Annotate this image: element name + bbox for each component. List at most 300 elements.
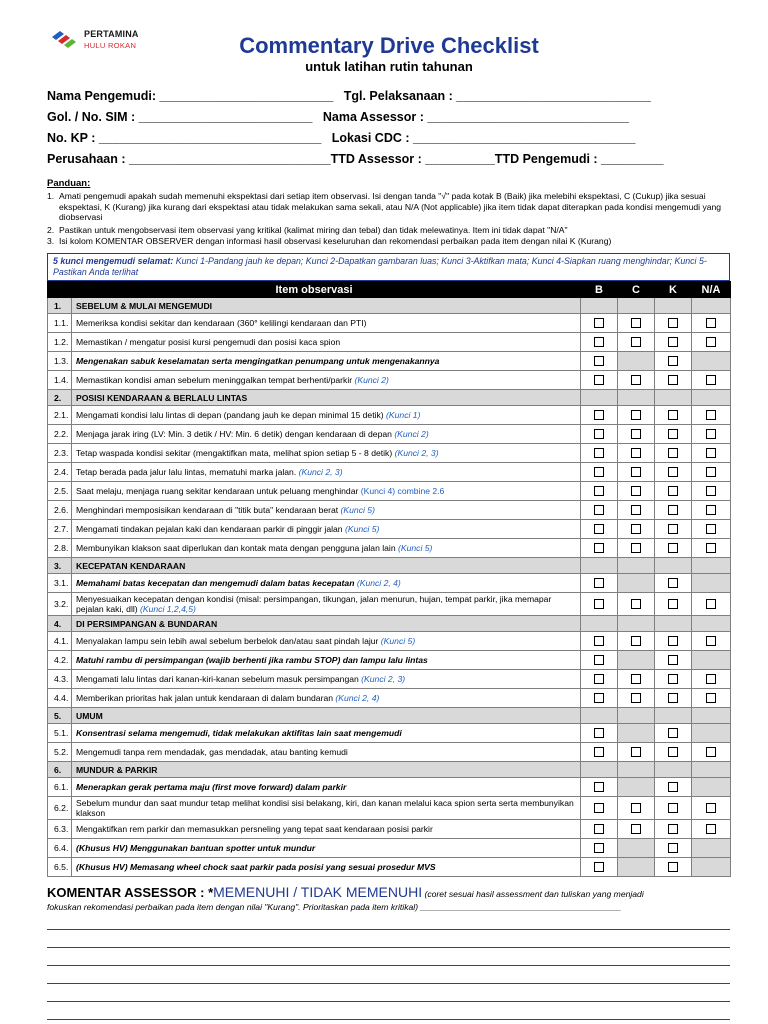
rating-cell-k (655, 539, 692, 558)
item-description: Menghindari memposisikan kendaraan di "titik buta" kendaraan berat (76, 505, 341, 515)
comment-line[interactable] (47, 1001, 730, 1002)
item-text (72, 333, 581, 352)
rating-cell-k (655, 333, 692, 352)
rating-checkbox-b[interactable] (594, 843, 604, 853)
rating-checkbox-k[interactable] (668, 578, 678, 588)
rating-cell-c (618, 463, 655, 482)
comment-note: (coret sesuai hasil assessment dan tuliskan yang menjadi (422, 889, 644, 899)
rating-checkbox-c[interactable] (631, 375, 641, 385)
rating-cell-k (655, 724, 692, 743)
rating-cell-k (655, 593, 692, 616)
rating-checkbox-c[interactable] (631, 674, 641, 684)
safe-key-reference: (Kunci 5) (344, 524, 380, 534)
rating-checkbox-k[interactable] (668, 803, 678, 813)
table-row (48, 778, 731, 797)
rating-cell-b (581, 406, 618, 425)
rating-checkbox-b[interactable] (594, 636, 604, 646)
rating-cell-b (581, 632, 618, 651)
rating-checkbox-b[interactable] (594, 375, 604, 385)
rating-cell-c (618, 670, 655, 689)
safe-key-reference: (Kunci 5) (340, 505, 375, 515)
item-number: 2.5. (48, 482, 72, 501)
rating-cell-b (581, 797, 618, 820)
rating-checkbox-b[interactable] (594, 674, 604, 684)
field-row-2[interactable]: Gol. / No. SIM : _________________________ Nama Assessor : _____________________________ (47, 110, 629, 124)
rating-cell-b (581, 314, 618, 333)
guidance-number: 1. (47, 191, 55, 201)
rating-cell-b (581, 724, 618, 743)
item-text (72, 724, 581, 743)
rating-cell-c (618, 689, 655, 708)
item-description: Memberikan prioritas hak jalan untuk kendaraan di dalam bundaran (76, 693, 336, 703)
item-number: 4.4. (48, 689, 72, 708)
rating-cell-b (581, 539, 618, 558)
rating-checkbox-k[interactable] (668, 505, 678, 515)
section-title: SEBELUM & MULAI MENGEMUDI (72, 298, 581, 314)
rating-checkbox-c[interactable] (631, 505, 641, 515)
rating-cell-k (655, 689, 692, 708)
rating-cell-k (655, 444, 692, 463)
table-row (48, 574, 731, 593)
section-filler (692, 558, 731, 574)
rating-cell-c (618, 371, 655, 390)
rating-checkbox-k[interactable] (668, 674, 678, 684)
rating-checkbox-na[interactable] (706, 448, 716, 458)
item-number: 3.2. (48, 593, 72, 616)
rating-cell-c (618, 352, 655, 371)
item-number: 4.1. (48, 632, 72, 651)
item-text (72, 425, 581, 444)
rating-checkbox-b[interactable] (594, 728, 604, 738)
rating-cell-na (692, 333, 731, 352)
section-row (48, 298, 731, 314)
item-text (72, 858, 581, 877)
rating-checkbox-b[interactable] (594, 318, 604, 328)
header-b: B (581, 282, 618, 298)
rating-checkbox-na[interactable] (706, 505, 716, 515)
rating-checkbox-k[interactable] (668, 486, 678, 496)
rating-checkbox-c[interactable] (631, 636, 641, 646)
rating-cell-c (618, 333, 655, 352)
safe-driving-keys-box (47, 253, 730, 281)
item-number: 6.2. (48, 797, 72, 820)
section-row (48, 616, 731, 632)
item-number: 6.4. (48, 839, 72, 858)
rating-cell-na (692, 574, 731, 593)
section-filler (655, 616, 692, 632)
item-description: Memeriksa kondisi sekitar dan kendaraan (360° kelilingi kendaraan dan PTI) (76, 318, 367, 328)
item-description: Mengaktifkan rem parkir dan memasukkan persneling yang tepat saat kendaraan posisi parkir (76, 824, 433, 834)
rating-checkbox-na[interactable] (706, 543, 716, 553)
rating-checkbox-k[interactable] (668, 693, 678, 703)
rating-cell-c (618, 574, 655, 593)
rating-cell-na (692, 689, 731, 708)
rating-checkbox-na[interactable] (706, 375, 716, 385)
table-row (48, 520, 731, 539)
rating-checkbox-b[interactable] (594, 486, 604, 496)
section-filler (581, 298, 618, 314)
rating-checkbox-k[interactable] (668, 862, 678, 872)
section-title: POSISI KENDARAAN & BERLALU LINTAS (72, 390, 581, 406)
rating-checkbox-b[interactable] (594, 410, 604, 420)
item-text (72, 743, 581, 762)
rating-checkbox-b[interactable] (594, 356, 604, 366)
section-filler (618, 558, 655, 574)
rating-cell-na (692, 314, 731, 333)
rating-checkbox-b[interactable] (594, 599, 604, 609)
rating-cell-k (655, 858, 692, 877)
rating-cell-b (581, 352, 618, 371)
rating-checkbox-c[interactable] (631, 824, 641, 834)
section-row (48, 708, 731, 724)
item-text (72, 482, 581, 501)
section-number: 1. (48, 298, 72, 314)
rating-cell-c (618, 778, 655, 797)
section-title: DI PERSIMPANGAN & BUNDARAN (72, 616, 581, 632)
safe-key-reference: (Kunci 2, 4) (356, 578, 401, 588)
table-row (48, 820, 731, 839)
rating-cell-b (581, 651, 618, 670)
rating-checkbox-c[interactable] (631, 467, 641, 477)
item-description: Memastikan / mengatur posisi kursi pengemudi dan posisi kaca spion (76, 337, 341, 347)
item-number: 3.1. (48, 574, 72, 593)
comment-instructions: fokuskan rekomendasi perbaikan pada item dengan nilai "Kurang". Prioritaskan pada item kritikal) __________________________________________ (47, 902, 622, 912)
rating-checkbox-k[interactable] (668, 356, 678, 366)
rating-checkbox-k[interactable] (668, 599, 678, 609)
rating-cell-c (618, 858, 655, 877)
rating-cell-c (618, 797, 655, 820)
item-text (72, 670, 581, 689)
rating-checkbox-b[interactable] (594, 747, 604, 757)
item-number: 2.4. (48, 463, 72, 482)
rating-cell-c (618, 425, 655, 444)
rating-cell-na (692, 371, 731, 390)
guidance-number: 2. (47, 225, 55, 235)
item-text (72, 778, 581, 797)
rating-cell-k (655, 778, 692, 797)
guidance-text: Amati pengemudi apakah sudah memenuhi ekspektasi dari setiap item observasi. Isi dengan tanda "√" pada kotak B (Baik) jika melebihi ekspektasi, C (Cukup) jika sesuai ekspektasi, K (Kurang) jika kurang dari ekspektasi atau tidak melakukan sama sekali, atau N/A (Not applicable) jika item tidak dapat diterapkan pada kondisi mengemudi yang diobservasi (59, 191, 722, 222)
rating-cell-c (618, 743, 655, 762)
item-description: Matuhi rambu di persimpangan (wajib berhenti jika rambu STOP) dan lampu lalu lintas (76, 655, 428, 665)
item-text (72, 820, 581, 839)
item-text (72, 632, 581, 651)
rating-checkbox-na[interactable] (706, 599, 716, 609)
item-number: 2.1. (48, 406, 72, 425)
comment-line[interactable] (47, 929, 730, 930)
rating-cell-k (655, 670, 692, 689)
table-row (48, 501, 731, 520)
item-description: Menerapkan gerak pertama maju (first move forward) dalam parkir (76, 782, 347, 792)
rating-checkbox-b[interactable] (594, 782, 604, 792)
rating-checkbox-na[interactable] (706, 803, 716, 813)
rating-checkbox-k[interactable] (668, 318, 678, 328)
table-row (48, 425, 731, 444)
item-text (72, 352, 581, 371)
section-filler (581, 616, 618, 632)
item-number: 5.1. (48, 724, 72, 743)
rating-checkbox-b[interactable] (594, 693, 604, 703)
rating-checkbox-k[interactable] (668, 728, 678, 738)
rating-cell-na (692, 593, 731, 616)
rating-checkbox-k[interactable] (668, 843, 678, 853)
rating-checkbox-k[interactable] (668, 824, 678, 834)
rating-cell-c (618, 593, 655, 616)
rating-checkbox-na[interactable] (706, 693, 716, 703)
section-row (48, 558, 731, 574)
item-text (72, 839, 581, 858)
safe-key-reference: (Kunci 2, 4) (335, 693, 380, 703)
table-row (48, 632, 731, 651)
section-filler (692, 298, 731, 314)
rating-checkbox-b[interactable] (594, 578, 604, 588)
rating-checkbox-k[interactable] (668, 524, 678, 534)
rating-checkbox-k[interactable] (668, 655, 678, 665)
rating-checkbox-b[interactable] (594, 505, 604, 515)
item-description: Membunyikan klakson saat diperlukan dan kontak mata dengan pengguna jalan lain (76, 543, 399, 553)
rating-checkbox-b[interactable] (594, 543, 604, 553)
safe-key-reference: (Kunci 5) (398, 543, 433, 553)
table-row (48, 444, 731, 463)
rating-checkbox-k[interactable] (668, 337, 678, 347)
section-number: 6. (48, 762, 72, 778)
rating-checkbox-c[interactable] (631, 747, 641, 757)
section-number: 3. (48, 558, 72, 574)
safe-key-reference: (Kunci 2, 3) (361, 674, 406, 684)
rating-checkbox-k[interactable] (668, 429, 678, 439)
section-filler (581, 390, 618, 406)
rating-checkbox-na[interactable] (706, 410, 716, 420)
field-row-4[interactable]: Perusahaan : _____________________________TTD Assessor : __________TTD Pengemudi : _________ (47, 152, 664, 166)
guidance-item-3 (47, 236, 732, 247)
rating-cell-c (618, 406, 655, 425)
item-number: 4.2. (48, 651, 72, 670)
table-row (48, 352, 731, 371)
rating-cell-k (655, 463, 692, 482)
comment-line[interactable] (47, 965, 730, 966)
rating-checkbox-b[interactable] (594, 524, 604, 534)
guidance-item-2 (47, 225, 732, 236)
rating-cell-na (692, 539, 731, 558)
item-number: 1.3. (48, 352, 72, 371)
rating-checkbox-b[interactable] (594, 467, 604, 477)
rating-checkbox-k[interactable] (668, 543, 678, 553)
rating-checkbox-k[interactable] (668, 448, 678, 458)
header-k: K (655, 282, 692, 298)
rating-cell-na (692, 651, 731, 670)
rating-checkbox-k[interactable] (668, 747, 678, 757)
rating-cell-na (692, 352, 731, 371)
rating-checkbox-b[interactable] (594, 337, 604, 347)
item-number: 6.5. (48, 858, 72, 877)
item-description: Menjaga jarak iring (LV: Min. 3 detik / HV: Min. 6 detik) dengan kendaraan di depan (76, 429, 395, 439)
comment-choice[interactable]: MEMENUHI / TIDAK MEMENUHI (213, 884, 423, 900)
comment-head: KOMENTAR ASSESSOR : * (47, 885, 214, 900)
safe-key-reference: (Kunci 2) (394, 429, 429, 439)
rating-checkbox-c[interactable] (631, 318, 641, 328)
rating-cell-b (581, 333, 618, 352)
comment-line[interactable] (47, 983, 730, 984)
rating-checkbox-na[interactable] (706, 337, 716, 347)
item-description: Mengamati tindakan pejalan kaki dan kendaraan parkir di pinggir jalan (76, 524, 345, 534)
rating-cell-b (581, 743, 618, 762)
observation-table (47, 281, 731, 877)
rating-cell-c (618, 724, 655, 743)
rating-cell-c (618, 501, 655, 520)
rating-cell-b (581, 778, 618, 797)
item-description: Tetap waspada kondisi sekitar (mengaktifkan mata, melihat spion setiap 5 - 8 detik) (76, 448, 395, 458)
rating-cell-b (581, 371, 618, 390)
item-text (72, 574, 581, 593)
rating-cell-na (692, 406, 731, 425)
rating-checkbox-k[interactable] (668, 375, 678, 385)
field-row-1[interactable]: Nama Pengemudi: _________________________ Tgl. Pelaksanaan : ____________________________ (47, 89, 651, 103)
rating-cell-na (692, 670, 731, 689)
comment-line[interactable] (47, 1019, 730, 1020)
item-description: Mengamati kondisi lalu lintas di depan (pandang jauh ke depan minimal 15 detik) (76, 410, 387, 420)
item-description: (Khusus HV) Menggunakan bantuan spotter untuk mundur (76, 843, 316, 853)
item-number: 5.2. (48, 743, 72, 762)
table-row (48, 689, 731, 708)
assessor-comment-heading (47, 884, 644, 900)
item-number: 1.4. (48, 371, 72, 390)
rating-checkbox-c[interactable] (631, 599, 641, 609)
rating-checkbox-b[interactable] (594, 824, 604, 834)
item-description: Mengenakan sabuk keselamatan serta mengingatkan penumpang untuk mengenakannya (76, 356, 440, 366)
rating-checkbox-c[interactable] (631, 337, 641, 347)
rating-cell-b (581, 689, 618, 708)
rating-checkbox-na[interactable] (706, 747, 716, 757)
table-row (48, 839, 731, 858)
rating-cell-b (581, 593, 618, 616)
rating-cell-c (618, 839, 655, 858)
rating-checkbox-na[interactable] (706, 524, 716, 534)
rating-cell-na (692, 820, 731, 839)
rating-cell-b (581, 425, 618, 444)
item-number: 2.3. (48, 444, 72, 463)
item-description: Mengemudi tanpa rem mendadak, gas mendadak, atau banting kemudi (76, 747, 348, 757)
item-text (72, 797, 581, 820)
rating-checkbox-b[interactable] (594, 862, 604, 872)
rating-cell-c (618, 539, 655, 558)
safe-key-reference: (Kunci 2) (354, 375, 389, 385)
rating-checkbox-k[interactable] (668, 467, 678, 477)
header-c: C (618, 282, 655, 298)
item-description: Menyalakan lampu sein lebih awal sebelum berbelok dan/atau saat pindah lajur (76, 636, 381, 646)
item-description: Konsentrasi selama mengemudi, tidak melakukan aktifitas lain saat mengemudi (76, 728, 402, 738)
item-description: Memahami batas kecepatan dan mengemudi dalam batas kecepatan (76, 578, 357, 588)
rating-cell-k (655, 482, 692, 501)
item-text (72, 501, 581, 520)
rating-cell-b (581, 670, 618, 689)
item-number: 2.2. (48, 425, 72, 444)
section-title: MUNDUR & PARKIR (72, 762, 581, 778)
item-number: 2.6. (48, 501, 72, 520)
rating-cell-na (692, 743, 731, 762)
rating-cell-k (655, 651, 692, 670)
rating-checkbox-c[interactable] (631, 486, 641, 496)
rating-cell-na (692, 520, 731, 539)
rating-checkbox-na[interactable] (706, 318, 716, 328)
rating-cell-k (655, 743, 692, 762)
rating-cell-na (692, 463, 731, 482)
section-filler (581, 558, 618, 574)
rating-checkbox-k[interactable] (668, 410, 678, 420)
rating-checkbox-k[interactable] (668, 782, 678, 792)
rating-checkbox-na[interactable] (706, 674, 716, 684)
section-filler (618, 298, 655, 314)
comment-line[interactable] (47, 947, 730, 948)
rating-checkbox-na[interactable] (706, 636, 716, 646)
rating-cell-c (618, 444, 655, 463)
section-filler (655, 708, 692, 724)
rating-checkbox-b[interactable] (594, 429, 604, 439)
section-filler (655, 558, 692, 574)
table-row (48, 593, 731, 616)
rating-checkbox-na[interactable] (706, 429, 716, 439)
safe-key-reference: (Kunci 4) combine 2.6 (360, 486, 445, 496)
logo-subtitle: HULU ROKAN (84, 41, 137, 50)
rating-checkbox-c[interactable] (631, 693, 641, 703)
rating-checkbox-c[interactable] (631, 543, 641, 553)
rating-cell-k (655, 839, 692, 858)
safe-key-reference: (Kunci 1) (386, 410, 421, 420)
field-row-3[interactable]: No. KP : ________________________________ Lokasi CDC : ________________________________ (47, 131, 636, 145)
rating-checkbox-na[interactable] (706, 467, 716, 477)
rating-checkbox-na[interactable] (706, 824, 716, 834)
rating-checkbox-c[interactable] (631, 803, 641, 813)
section-number: 5. (48, 708, 72, 724)
rating-cell-b (581, 444, 618, 463)
rating-checkbox-c[interactable] (631, 429, 641, 439)
rating-checkbox-c[interactable] (631, 448, 641, 458)
rating-cell-k (655, 574, 692, 593)
rating-checkbox-b[interactable] (594, 448, 604, 458)
item-description: Memastikan kondisi aman sebelum meninggalkan tempat berhenti/parkir (76, 375, 355, 385)
rating-checkbox-k[interactable] (668, 636, 678, 646)
rating-cell-k (655, 632, 692, 651)
table-row (48, 406, 731, 425)
rating-cell-na (692, 724, 731, 743)
rating-cell-k (655, 425, 692, 444)
guidance-text: Pastikan untuk mengobservasi item observasi yang kritikal (kalimat miring dan tebal) dan tidak melewatinya. Item ini tidak dapat "N/A" (59, 225, 568, 235)
item-text (72, 539, 581, 558)
item-description: Tetap berada pada jalur lalu lintas, mematuhi marka jalan. (76, 467, 299, 477)
rating-checkbox-c[interactable] (631, 524, 641, 534)
item-text (72, 406, 581, 425)
item-description: (Khusus HV) Memasang wheel chock saat parkir pada posisi yang sesuai prosedur MVS (76, 862, 436, 872)
item-text (72, 314, 581, 333)
rating-checkbox-b[interactable] (594, 803, 604, 813)
table-row (48, 797, 731, 820)
item-description: Saat melaju, menjaga ruang sekitar kendaraan untuk peluang menghindar (76, 486, 361, 496)
rating-cell-k (655, 520, 692, 539)
safe-key-reference: (Kunci 1,2,4,5) (140, 604, 196, 614)
item-number: 6.3. (48, 820, 72, 839)
guidance-number: 3. (47, 236, 55, 246)
table-row (48, 463, 731, 482)
table-row (48, 482, 731, 501)
table-row (48, 724, 731, 743)
table-row (48, 333, 731, 352)
rating-checkbox-b[interactable] (594, 655, 604, 665)
rating-cell-b (581, 574, 618, 593)
rating-checkbox-na[interactable] (706, 486, 716, 496)
rating-checkbox-c[interactable] (631, 410, 641, 420)
logo-name: PERTAMINA (84, 29, 139, 39)
keys-text: Kunci 1-Pandang jauh ke depan; Kunci 2-Dapatkan gambaran luas; Kunci 3-Aktifkan mata; Kunci 4-Siapkan ruang menghindar; Kunci 5-Pastikan Anda terlihat (53, 256, 707, 277)
item-description: Mengamati lalu lintas dari kanan-kiri-kanan sebelum masuk persimpangan (76, 674, 362, 684)
section-filler (618, 708, 655, 724)
